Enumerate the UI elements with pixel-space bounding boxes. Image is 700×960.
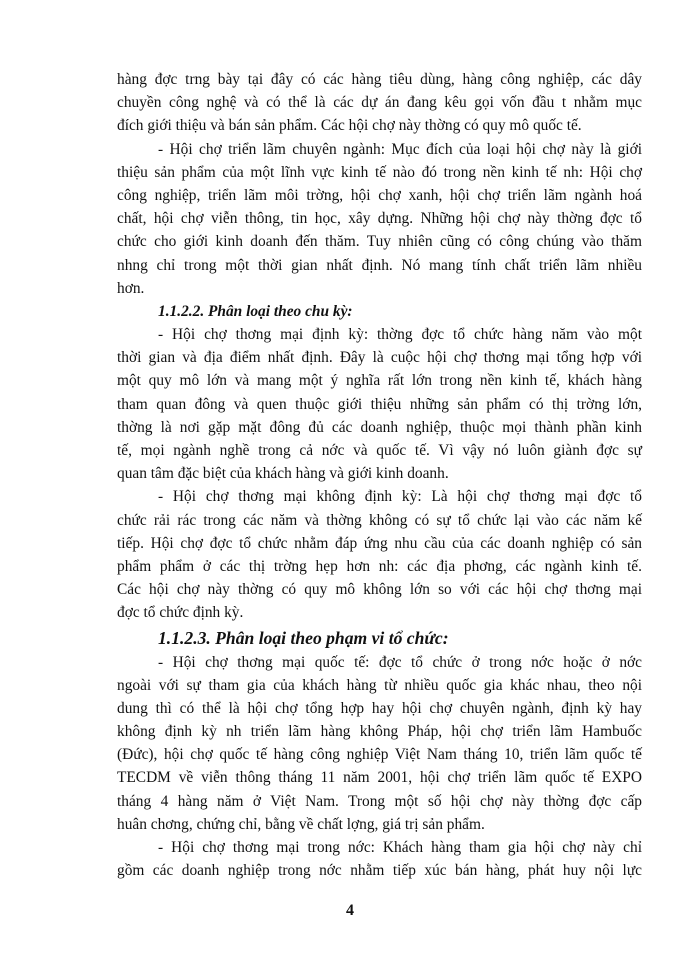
document-body [117, 68, 642, 882]
text-line: chuyền công nghệ và có thể là các dự án đang kêu gọi vốn đầu t nhằm mục [117, 94, 642, 112]
text-line: nhng chỉ trong một thời gian nhất định. Nó mang tính chất triển lãm nhiều [117, 256, 642, 274]
text-line: - Hội chợ thơng mại không định kỳ: Là hội chợ thơng mại đợc tổ [158, 488, 642, 506]
text-line: thờng là nơi gặp mặt đông đủ các doanh nghiệp, thuộc mọi thành phần kinh [117, 418, 642, 436]
text-line: hơn. [117, 279, 145, 297]
text-line: tham quan đông và quen thuộc giới thiệu những sản phẩm có thị trờng lớn, [117, 395, 642, 413]
text-line: - Hội chợ thơng mại định kỳ: thờng đợc tổ chức hàng năm vào một [158, 326, 642, 344]
text-line: quan tâm đặc biệt của khách hàng và giới kinh doanh. [117, 465, 449, 483]
text-line: công nghiệp, triển lãm môi trờng, hội chợ xanh, hội chợ triển lãm ngành hoá [117, 186, 642, 204]
text-line: một quy mô lớn và mang một ý nghĩa rất lớn trong nền kinh tế, khách hàng [117, 372, 642, 390]
text-line: ngoài với sự tham gia của khách hàng từ nhiều quốc gia khác nhau, theo nội [117, 676, 642, 694]
text-line: phẩm phẩm ở các thị trờng hẹp hơn nh: các địa phơng, các ngành kinh tế. [117, 557, 642, 575]
text-line: dung thì có thể là hội chợ tổng hợp hay hội chợ chuyên ngành, định kỳ hay [117, 699, 642, 717]
page-number: 4 [346, 902, 354, 919]
text-line: chức cho giới kinh doanh đến thăm. Tuy nhiên cũng có công chúng vào thăm [117, 233, 642, 251]
text-line: tháng 4 hàng năm ở Việt Nam. Trong một số hội chợ này thờng đợc cấp [117, 792, 642, 810]
section-heading: 1.1.2.3. Phân loại theo phạm vi tổ chức: [158, 627, 449, 648]
text-line: thời gian và địa điểm nhất định. Đây là cuộc hội chợ thơng mại tổng hợp với [117, 349, 642, 367]
text-line: (Đức), hội chợ quốc tế hàng công nghiệp Việt Nam tháng 10, triển lãm quốc tế [117, 746, 642, 764]
text-line: chức rải rác trong các năm và thờng không có sự tổ chức lại vào các năm kế [117, 511, 642, 529]
text-line: đợc tổ chức định kỳ. [117, 604, 244, 622]
text-line: TECDM về viễn thông tháng 11 năm 2001, hội chợ triển lãm quốc tế EXPO [117, 769, 642, 787]
text-line: huân chơng, chứng chỉ, bằng về chất lợng, giá trị sản phẩm. [117, 815, 485, 833]
text-line: tiếp. Hội chợ đợc tổ chức nhằm đáp ứng nhu cầu của các doanh nghiệp có sản [117, 534, 642, 552]
text-line: thiệu sản phẩm của một lĩnh vực kinh tế nào đó trong nền kinh tế nh: Hội chợ [117, 163, 642, 181]
text-line: Các hội chợ này thờng có quy mô không lớn so với các hội chợ thơng mại [117, 581, 642, 599]
text-line: hàng đợc trng bày tại đây có các hàng tiêu dùng, hàng công nghiệp, các dây [117, 71, 642, 88]
text-line: đích giới thiệu và bán sản phẩm. Các hội chợ này thờng có quy mô quốc tế. [117, 117, 582, 135]
text-line: gồm các doanh nghiệp trong nớc nhằm tiếp xúc bán hàng, phát huy nội lực [117, 862, 642, 880]
text-line: - Hội chợ triển lãm chuyên ngành: Mục đích của loại hội chợ này là giới [158, 140, 642, 158]
text-line: - Hội chợ thơng mại quốc tế: đợc tổ chức ở trong nớc hoặc ở nớc [158, 653, 642, 671]
text-line: chất, hội chợ viễn thông, tin học, xây dựng. Những hội chợ này thờng đợc tổ [117, 210, 642, 228]
text-line: tế, mọi ngành nghề trong cả nớc và quốc tế. Vì vậy nó luôn giành đợc sự [117, 442, 642, 459]
text-line: không định kỳ nh triển lãm hàng không Pháp, hội chợ triển lãm Hambuốc [117, 723, 642, 741]
section-heading: 1.1.2.2. Phân loại theo chu kỳ: [158, 302, 353, 320]
text-line: - Hội chợ thơng mại trong nớc: Khách hàng tham gia hội chợ này chỉ [158, 839, 642, 856]
